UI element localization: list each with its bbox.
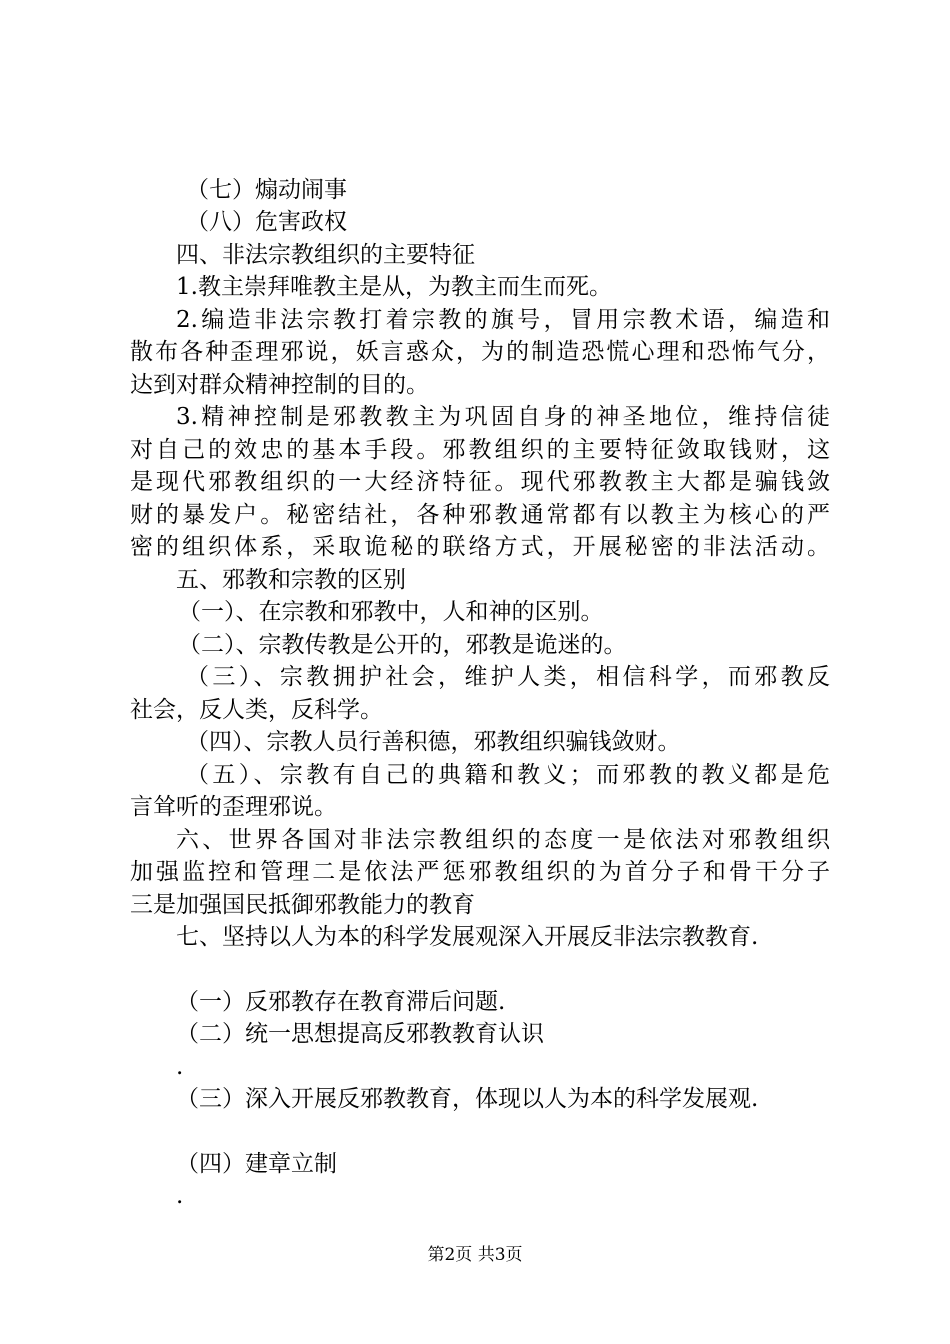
- text-line: （七）煽动闹事: [186, 177, 347, 203]
- text-line: 1.教主崇拜唯教主是从，为教主而生而死。: [176, 274, 612, 300]
- text-line: （四）、宗教人员行善积德，邪教组织骗钱敛财。: [186, 729, 681, 755]
- text-line: 对自己的效忠的基本手段。邪教组织的主要特征敛取钱财，这: [130, 437, 830, 463]
- text-line: .: [176, 1054, 184, 1080]
- text-line: 社会，反人类，反科学。: [130, 697, 383, 723]
- text-line: （一）反邪教存在教育滞后问题.: [176, 989, 506, 1015]
- text-line: （二）、宗教传教是公开的，邪教是诡迷的。: [178, 632, 627, 658]
- text-line: 3.精神控制是邪教教主为巩固自身的神圣地位，维持信徒: [176, 404, 830, 430]
- text-line: （三）、宗教拥护社会，维护人类，相信科学，而邪教反: [186, 664, 830, 690]
- text-line: 加强监控和管理二是依法严惩邪教组织的为首分子和骨干分子: [130, 859, 830, 885]
- text-line: .: [176, 1183, 184, 1209]
- text-line: （五）、宗教有自己的典籍和教义；而邪教的教义都是危: [186, 762, 830, 788]
- section-heading: 六、世界各国对非法宗教组织的态度一是依法对邪教组织: [176, 827, 830, 853]
- text-line: 达到对群众精神控制的目的。: [130, 372, 429, 398]
- page-number-footer: 第2页 共3页: [427, 1245, 523, 1265]
- text-line: 财的暴发户。秘密结社，各种邪教通常都有以教主为核心的严: [130, 502, 830, 528]
- section-heading: 七、坚持以人为本的科学发展观深入开展反非法宗教教育.: [176, 924, 759, 950]
- text-line: 是现代邪教组织的一大经济特征。现代邪教教主大都是骗钱敛: [130, 469, 830, 495]
- text-line: 2.编造非法宗教打着宗教的旗号，冒用宗教术语，编造和: [176, 307, 830, 333]
- text-line: （二）统一思想提高反邪教教育认识: [176, 1021, 544, 1047]
- text-line: （一）、在宗教和邪教中，人和神的区别。: [178, 599, 604, 625]
- section-heading: 五、邪教和宗教的区别: [176, 567, 406, 593]
- text-line: 密的组织体系，采取诡秘的联络方式，开展秘密的非法活动。: [130, 534, 830, 560]
- section-heading: 四、非法宗教组织的主要特征: [176, 242, 475, 268]
- text-line: （八）危害政权: [186, 209, 347, 235]
- text-line: （三）深入开展反邪教教育，体现以人为本的科学发展观.: [176, 1086, 759, 1112]
- text-line: （四）建章立制: [176, 1151, 337, 1177]
- text-line: 散布各种歪理邪说，妖言惑众，为的制造恐慌心理和恐怖气分，: [130, 339, 830, 365]
- text-line: 三是加强国民抵御邪教能力的教育: [130, 892, 475, 918]
- text-line: 言耸听的歪理邪说。: [130, 794, 337, 820]
